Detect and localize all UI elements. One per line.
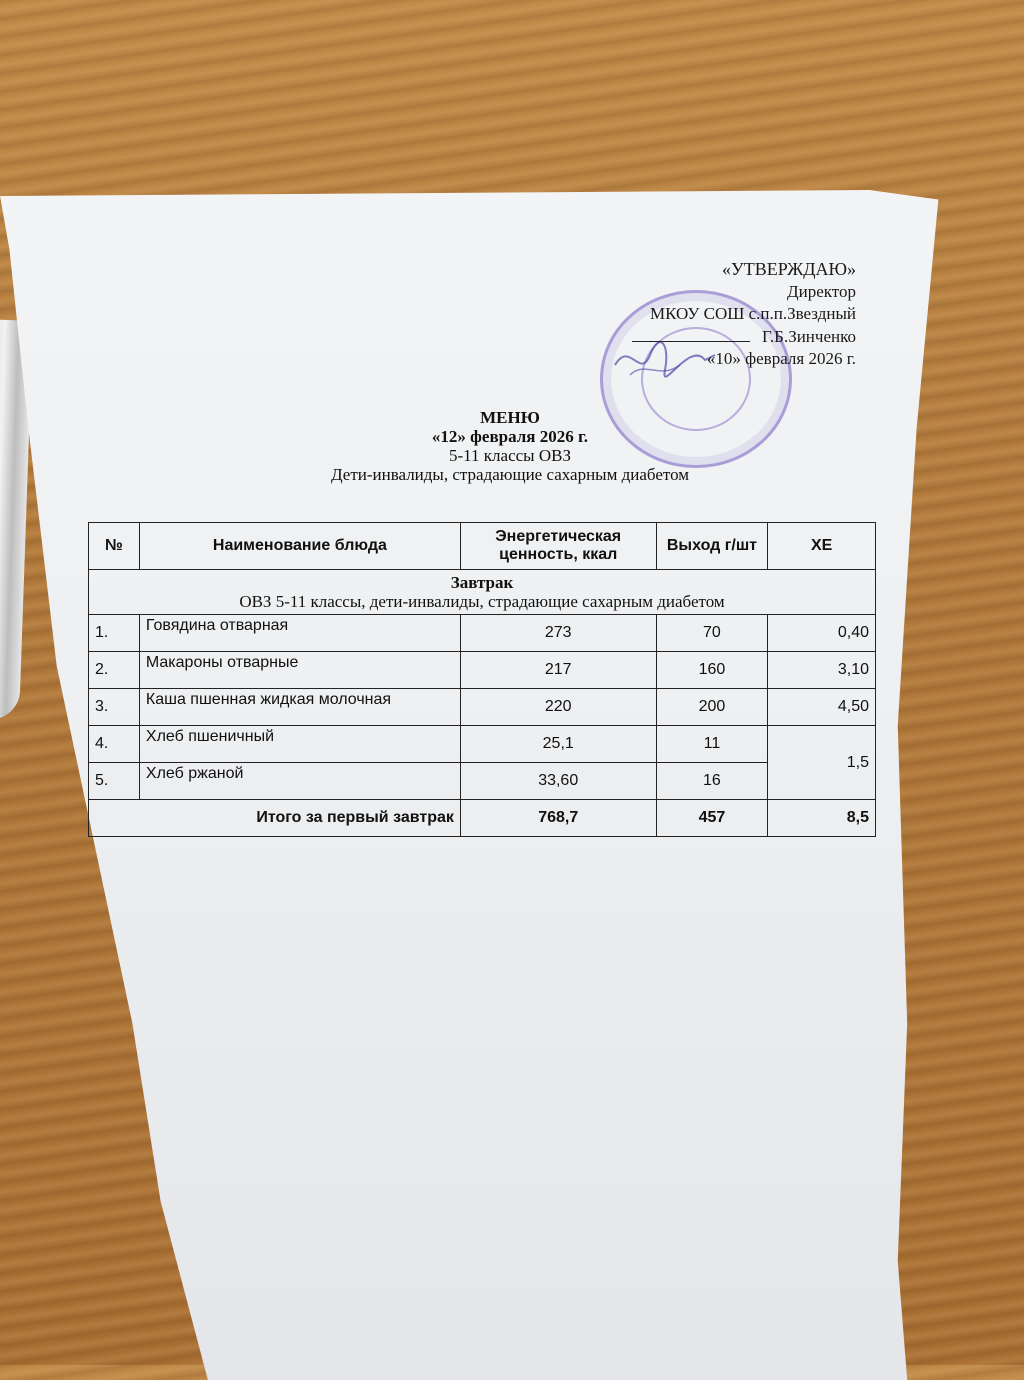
row-xe: 0,40: [768, 615, 876, 652]
row-num: 3.: [89, 689, 140, 726]
row-yield: 160: [656, 652, 768, 689]
col-header-num: №: [89, 523, 140, 570]
menu-classes: 5-11 классы ОВЗ: [449, 446, 571, 465]
approval-signature-line: [632, 326, 856, 349]
section-cell: [89, 570, 876, 615]
section-row: [89, 570, 876, 615]
section-title: Завтрак: [450, 573, 514, 592]
table-row: [89, 615, 876, 652]
approval-position: Директор: [787, 281, 856, 301]
row-energy: 220: [460, 689, 656, 726]
row-name: Хлеб пшеничный: [139, 726, 460, 763]
row-yield: 70: [656, 615, 768, 652]
total-yield: 457: [656, 800, 768, 837]
approval-name: Г.Б.Зинченко: [762, 326, 856, 346]
row-yield: 16: [656, 763, 768, 800]
row-name: Хлеб ржаной: [139, 763, 460, 800]
col-header-energy: Энергетическая ценность, ккал: [460, 523, 656, 570]
row-name: Говядина отварная: [139, 615, 460, 652]
table-row: [89, 652, 876, 689]
row-yield: 200: [656, 689, 768, 726]
approval-date: «10» февраля 2026 г.: [706, 349, 856, 368]
total-label: Итого за первый завтрак: [89, 800, 461, 837]
signature-line: [632, 329, 750, 342]
row-num: 1.: [89, 615, 140, 652]
row-energy: 25,1: [460, 726, 656, 763]
row-xe: 4,50: [768, 689, 876, 726]
menu-table: [88, 522, 876, 837]
menu-group: Дети-инвалиды, страдающие сахарным диабетом: [330, 465, 690, 484]
table-header-row: [89, 523, 876, 570]
row-num: 2.: [89, 652, 140, 689]
approval-organization: МКОУ СОШ с.п.п.Звездный: [649, 304, 856, 323]
row-energy: 273: [460, 615, 656, 652]
approval-quote: «УТВЕРЖДАЮ»: [721, 259, 856, 279]
menu-title-block: [0, 408, 1020, 484]
total-row: [89, 800, 876, 837]
total-xe: 8,5: [768, 800, 876, 837]
row-num: 4.: [89, 726, 140, 763]
row-name: Каша пшенная жидкая молочная: [139, 689, 460, 726]
table-row: [89, 689, 876, 726]
col-header-xe: ХЕ: [768, 523, 876, 570]
row-xe: 3,10: [768, 652, 876, 689]
col-header-yield: Выход г/шт: [656, 523, 768, 570]
row-num: 5.: [89, 763, 140, 800]
row-yield: 11: [656, 726, 768, 763]
menu-date: «12» февраля 2026 г.: [431, 427, 589, 446]
total-energy: 768,7: [460, 800, 656, 837]
col-header-name: Наименование блюда: [139, 523, 460, 570]
table-row: [89, 726, 876, 763]
menu-title: МЕНЮ: [480, 408, 540, 427]
row-energy: 217: [460, 652, 656, 689]
section-subtitle: ОВЗ 5-11 классы, дети-инвалиды, страдающие сахарным диабетом: [239, 592, 725, 611]
row-xe-merged: 1,5: [768, 726, 876, 800]
row-energy: 33,60: [460, 763, 656, 800]
row-name: Макароны отварные: [139, 652, 460, 689]
approval-block: [632, 258, 856, 371]
table-row: [89, 763, 876, 800]
